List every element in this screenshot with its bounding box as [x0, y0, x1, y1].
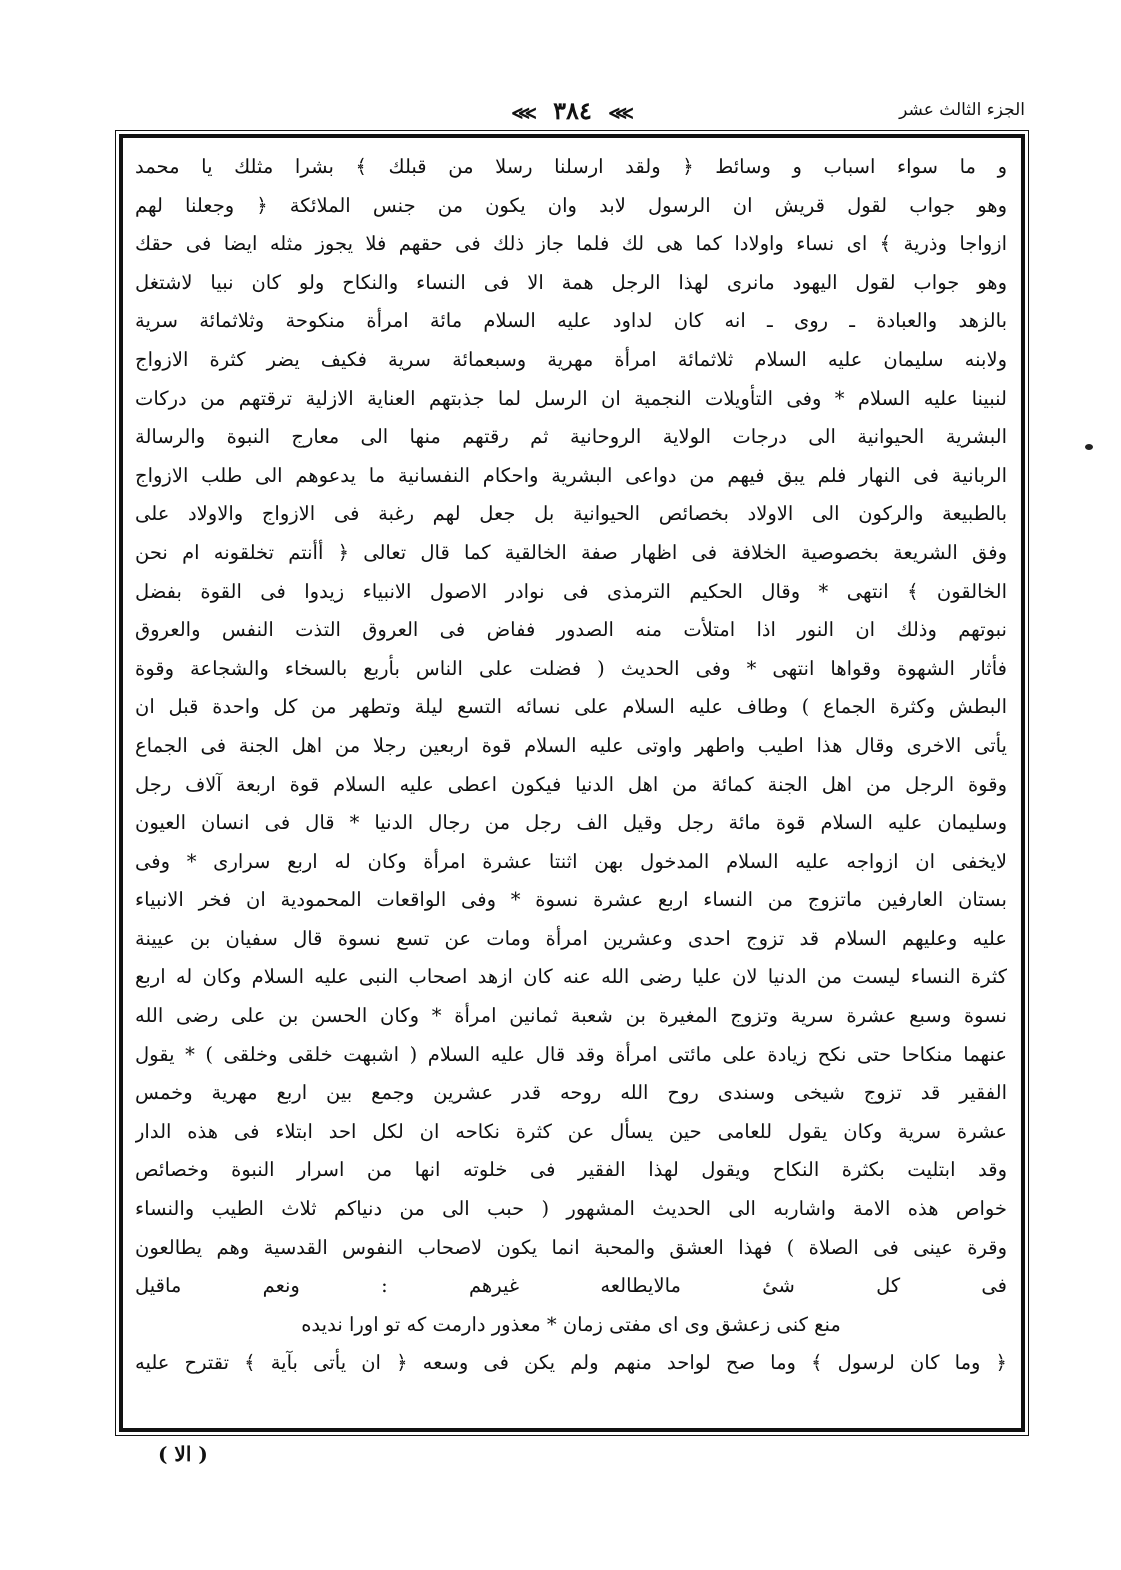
part-label: الجزء الثالث عشر [899, 100, 1025, 120]
body-text [135, 148, 1007, 1420]
text-line: خواص هذه الامة واشاربه الى الحديث المشهور ( حبب الى من دنياكم ثلاث الطيب والنساء [135, 1197, 1007, 1221]
text-line: وفق الشريعة بخصوصية الخلافة فى اظهار صفة الخالقية كما قال تعالى ﴿ أأنتم تخلقونه ام نحن [135, 540, 1007, 564]
ink-speck [1085, 444, 1093, 450]
text-line: و ما سواء اسباب و وسائط ﴿ ولقد ارسلنا رسلا من قبلك ﴾ بشرا مثلك يا محمد [135, 155, 1007, 178]
page-number: ٣٨٤ [553, 96, 592, 125]
page-number-ornamented [503, 96, 642, 125]
text-line: وقرة عينى فى الصلاة ) فهذا العشق والمحبة انما يكون لاصحاب النفوس القدسية وهم يطالعون [135, 1235, 1007, 1259]
text-line: فى كل شئ مالايطالعه غيرهم : ونعم ماقيل [135, 1274, 1007, 1298]
ornament-right-icon: ⋙ [608, 103, 634, 124]
text-line: البشرية الحيوانية الى درجات الولاية الروحانية ثم رقتهم منها الى معارج النبوة والرسالة [135, 425, 1007, 449]
text-line: لنبينا عليه السلام * وفى التأويلات النجمية ان الرسل لما جذبتهم العناية الازلية ترقتهم من دركات [135, 386, 1007, 410]
text-line: عليه وعليهم السلام قد تزوج احدى وعشرين امرأة ومات عن تسع نسوة قال سفيان بن عيينة [135, 926, 1007, 950]
text-line: فأثار الشهوة وقواها انتهى * وفى الحديث ( فضلت على الناس بأربع بالسخاء والشجاعة وقوة [135, 656, 1007, 680]
text-line: كثرة النساء ليست من الدنيا لان عليا رضى الله عنه كان ازهد اصحاب النبى عليه السلام وكان له اربع [135, 965, 1007, 989]
text-line: لايخفى ان ازواجه عليه السلام المدخول بهن اثنتا عشرة امرأة وكان له اربع سرارى * وفى [135, 849, 1007, 873]
catchword: ( الا ) [158, 1442, 208, 1466]
text-line: الربانية فى النهار فلم يبق فيهم من دواعى البشرية واحكام النفسانية ما يدعوهم الى طلب الازواج [135, 463, 1007, 487]
text-line: نسوة وسبع عشرة سرية وتزوج المغيرة بن شعبة ثمانين امرأة * وكان الحسن بن على رضى الله [135, 1004, 1007, 1028]
text-line: يأتى الاخرى وقال هذا اطيب واطهر واوتى عليه السلام قوة اربعين رجلا من اهل الجنة فى الجماع [135, 733, 1007, 757]
text-line: بالطبيعة والركون الى الاولاد بخصائص الحيوانية بل جعل لهم رغبة فى الازواج والاولاد على [135, 502, 1007, 526]
text-line: بستان العارفين ماتزوج من النساء اربع عشرة نسوة * وفى الواقعات المحمودية ان فخر الانبياء [135, 888, 1007, 912]
running-head [120, 96, 1025, 132]
ornament-left-icon: ⋙ [511, 103, 537, 124]
text-line: الفقير قد تزوج شيخى وسندى روح الله روحه قدر عشرين وجمع بين اربع مهرية وخمس [135, 1081, 1007, 1105]
text-line: بالزهد والعبادة ـ روى ـ انه كان لداود عليه السلام مائة امرأة منكوحة وثلاثمائة سرية [135, 309, 1007, 333]
text-line: ولابنه سليمان عليه السلام ثلاثمائة امرأة مهرية وسبعمائة سرية فكيف يضر كثرة الازواج [135, 347, 1007, 371]
text-line: ﴿ وما كان لرسول ﴾ وما صح لواحد منهم ولم يكن فى وسعه ﴿ ان يأتى بآية ﴾ تقترح عليه [135, 1351, 1007, 1375]
text-line: عنهما منكاحا حتى نكح زيادة على مائتى امرأة وقد قال عليه السلام ( اشبهت خلقى وخلقى ) * يقول [135, 1042, 1007, 1066]
text-line: ازواجا وذرية ﴾ اى نساء واولادا كما هى لك فلما جاز ذلك فى حقهم فلا يجوز مثله ايضا فى حقك [135, 232, 1007, 256]
text-line: نبوتهم وذلك ان النور اذا امتلأت منه الصدور ففاض فى العروق التذت النفس والعروق [135, 618, 1007, 642]
text-line: البطش وكثرة الجماع ) وطاف عليه السلام على نسائه التسع ليلة وتطهر من كل واحدة قبل ان [135, 695, 1007, 719]
text-line: وسليمان عليه السلام قوة مائة رجل وقيل الف رجل من رجال الدنيا * قال فى انسان العيون [135, 811, 1007, 835]
page-frame [119, 134, 1025, 1432]
text-line: وقوة الرجل من اهل الجنة كمائة من اهل الدنيا فيكون اعطى عليه السلام قوة اربعة آلاف رجل [135, 772, 1007, 796]
text-line: وقد ابتليت بكثرة النكاح ويقول لهذا الفقير فى خلوته انها من اسرار النبوة وخصائص [135, 1158, 1007, 1182]
text-line: وهو جواب لقول قريش ان الرسول لابد وان يكون من جنس الملائكة ﴿ وجعلنا لهم [135, 193, 1007, 217]
text-line: عشرة سرية وكان يقول للعامى حين يسأل عن كثرة نكاحه ان لكل احد ابتلاء فى هذه الدار [135, 1119, 1007, 1143]
text-line: وهو جواب لقول اليهود مانرى لهذا الرجل همة الا فى النساء والنكاح ولو كان نبيا لاشتغل [135, 270, 1007, 294]
verse-line: منع كنى زعشق وى اى مفتى زمان * معذور دارمت كه تو اورا نديده [301, 1312, 841, 1336]
text-line: الخالقون ﴾ انتهى * وقال الحكيم الترمذى فى نوادر الاصول الانبياء زيدوا فى القوة بفضل [135, 579, 1007, 603]
